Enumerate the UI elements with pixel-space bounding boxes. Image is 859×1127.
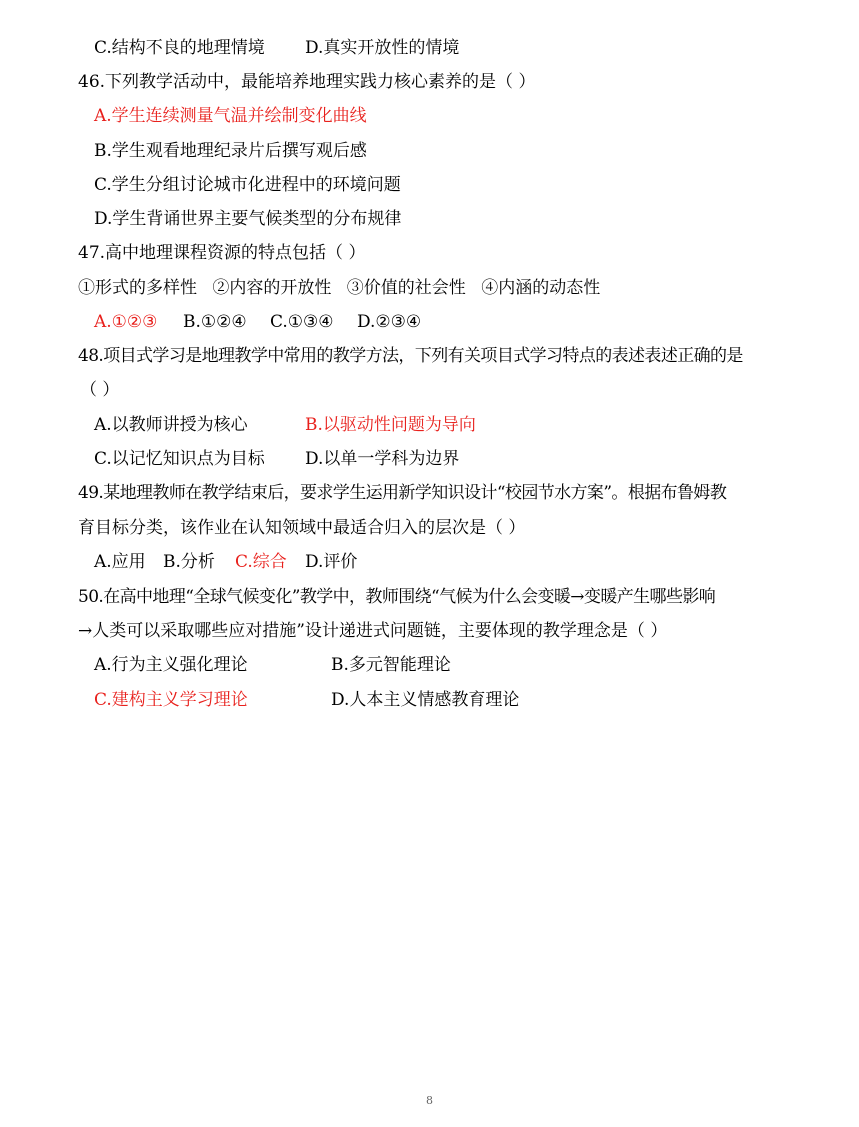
q47-stem: 47.高中地理课程资源的特点包括（ ）	[78, 243, 366, 263]
q49-option-d: D.评价	[305, 552, 358, 572]
q48-stem-line-2: （ ）	[80, 380, 120, 400]
q47-option-b: B.①②④	[183, 312, 247, 332]
q48-option-a: A.以教师讲授为核心	[94, 415, 248, 435]
q50-option-b: B.多元智能理论	[331, 655, 451, 675]
q50-option-d: D.人本主义情感教育理论	[331, 690, 520, 710]
q49-option-c-answer: C.综合	[235, 552, 287, 572]
q46-option-b: B.学生观看地理纪录片后撰写观后感	[94, 141, 367, 161]
q46-stem: 46.下列教学活动中，最能培养地理实践力核心素养的是（ ）	[78, 72, 536, 92]
q47-items: ①形式的多样性 ②内容的开放性 ③价值的社会性 ④内涵的动态性	[78, 278, 601, 298]
q47-option-a-answer: A.①②③	[94, 312, 158, 332]
q46-option-d: D.学生背诵世界主要气候类型的分布规律	[94, 209, 402, 229]
q45-option-c: C.结构不良的地理情境	[94, 38, 265, 58]
q49-stem-line-2: 育目标分类，该作业在认知领域中最适合归入的层次是（ ）	[78, 518, 526, 538]
q46-option-a-answer: A.学生连续测量气温并绘制变化曲线	[94, 106, 367, 126]
q48-stem-line-1: 48.项目式学习是地理教学中常用的教学方法，下列有关项目式学习特点的表述表述正确的是	[78, 346, 743, 366]
q48-option-c: C.以记忆知识点为目标	[94, 449, 265, 469]
q48-option-b-answer: B.以驱动性问题为导向	[305, 415, 476, 435]
q50-option-a: A.行为主义强化理论	[94, 655, 248, 675]
page-number: 8	[426, 1094, 433, 1107]
q50-stem-line-2: →人类可以采取哪些应对措施”设计递进式问题链，主要体现的教学理念是（ ）	[78, 621, 668, 641]
q47-option-c: C.①③④	[270, 312, 334, 332]
q46-option-c: C.学生分组讨论城市化进程中的环境问题	[94, 175, 401, 195]
q49-option-b: B.分析	[163, 552, 215, 572]
q49-stem-line-1: 49.某地理教师在教学结束后，要求学生运用新学知识设计“校园节水方案”。根据布鲁姆教	[78, 483, 727, 503]
q45-option-d: D.真实开放性的情境	[305, 38, 460, 58]
q48-option-d: D.以单一学科为边界	[305, 449, 460, 469]
q50-stem-line-1: 50.在高中地理“全球气候变化”教学中，教师围绕“气候为什么会变暖→变暖产生哪些影响	[78, 587, 716, 607]
q50-option-c-answer: C.建构主义学习理论	[94, 690, 248, 710]
q47-option-d: D.②③④	[357, 312, 422, 332]
q49-option-a: A.应用	[94, 552, 146, 572]
